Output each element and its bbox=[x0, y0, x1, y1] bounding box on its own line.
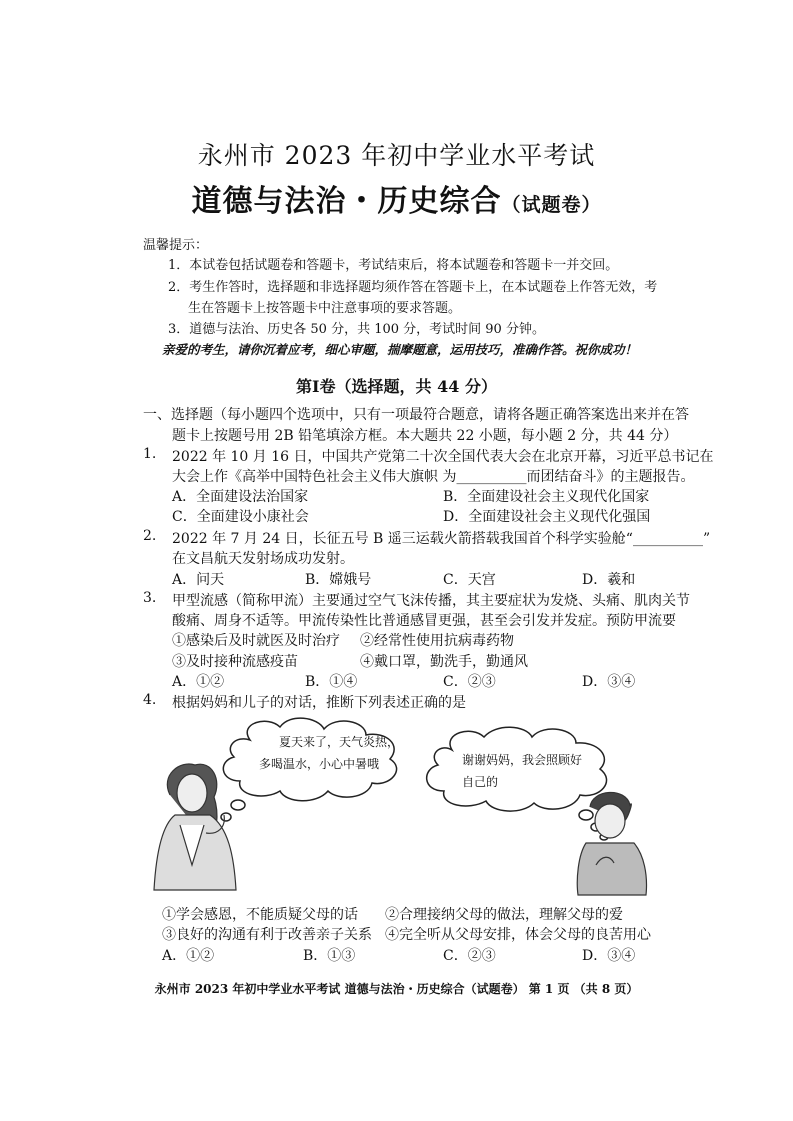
option-b: B．全面建设社会主义现代化国家 bbox=[443, 489, 650, 505]
question-number: 2. bbox=[143, 528, 157, 544]
mom-speech: 夏天来了，天气炎热， bbox=[279, 735, 400, 749]
option-d: D．③④ bbox=[582, 674, 636, 690]
mother-figure bbox=[154, 764, 236, 890]
option-c: C．天宫 bbox=[443, 572, 496, 588]
option-b: B．①④ bbox=[305, 674, 358, 690]
question-text: 2022 年 10 月 16 日，中国共产党第二十次全国代表大会在北京开幕，习近平总书记在 bbox=[172, 449, 714, 465]
question-number: 4. bbox=[143, 692, 157, 708]
option-a: A．①② bbox=[172, 674, 225, 690]
subject-subtitle: （试题卷） bbox=[501, 194, 602, 216]
question-text: 甲型流感（简称甲流）主要通过空气飞沫传播，其主要症状为发烧、头痛、肌肉关节 bbox=[172, 593, 690, 609]
section-instruction: 一、选择题（每小题四个选项中，只有一项最符合题意，请将各题正确答案选出来并在答 bbox=[143, 407, 689, 423]
option-d: D．全面建设社会主义现代化强国 bbox=[443, 509, 651, 525]
question-text: 大会上作《高举中国特色社会主义伟大旗帜 为__________而团结奋斗》的主题报告。 bbox=[172, 469, 695, 485]
dialogue-illustration bbox=[140, 715, 660, 905]
question-number: 3. bbox=[143, 590, 157, 606]
section-title: 第Ⅰ卷（选择题，共 44 分） bbox=[296, 377, 497, 396]
section-instruction: 题卡上按题号用 2B 铅笔填涂方框。本大题共 22 小题，每小题 2 分，共 44 分） bbox=[172, 428, 678, 444]
statement: ③良好的沟通有利于改善亲子关系 bbox=[162, 927, 372, 943]
question-text: 酸痛、周身不适等。甲流传染性比普通感冒更强，甚至会引发并发症。预防甲流要 bbox=[172, 613, 676, 629]
statement: ①感染后及时就医及时治疗 bbox=[172, 633, 340, 649]
mom-speech: 多喝温水，小心中暑哦 bbox=[259, 757, 380, 771]
option-b: B．①③ bbox=[303, 948, 356, 964]
option-a: A．问天 bbox=[172, 572, 225, 588]
son-speech: 谢谢妈妈，我会照顾好 bbox=[462, 753, 583, 767]
subject-title bbox=[0, 176, 793, 220]
son-speech: 自己的 bbox=[462, 775, 499, 789]
notice-item: 1．本试卷包括试题卷和答题卡，考试结束后，将本试题卷和答题卡一并交回。 bbox=[168, 258, 619, 273]
statement: ③及时接种流感疫苗 bbox=[172, 654, 298, 670]
option-c: C．②③ bbox=[443, 674, 496, 690]
statement: ①学会感恩，不能质疑父母的话 bbox=[162, 907, 358, 923]
statement: ②合理接纳父母的做法，理解父母的爱 bbox=[385, 907, 623, 923]
option-d: D．羲和 bbox=[582, 572, 636, 588]
option-c: C．全面建设小康社会 bbox=[172, 509, 309, 525]
question-text: 根据妈妈和儿子的对话，推断下列表述正确的是 bbox=[172, 695, 466, 711]
notice-title: 温馨提示： bbox=[143, 238, 209, 253]
statement: ②经常性使用抗病毒药物 bbox=[360, 633, 514, 649]
option-b: B．嫦娥号 bbox=[305, 572, 372, 588]
son-thought-bubble bbox=[427, 727, 608, 840]
question-text: 在文昌航天发射场成功发射。 bbox=[172, 551, 354, 567]
statement: ④戴口罩，勤洗手，勤通风 bbox=[360, 654, 528, 670]
page-footer: 永州市 2023 年初中学业水平考试 道德与法治・历史综合（试题卷） 第 1 页 （共 8 页） bbox=[154, 982, 639, 996]
question-text: 2022 年 7 月 24 日，长征五号 B 遥三运载火箭搭载我国首个科学实验舱“__________” bbox=[172, 531, 711, 547]
motto: 亲爱的考生，请你沉着应考，细心审题，揣摩题意，运用技巧，准确作答。祝你成功！ bbox=[162, 342, 638, 357]
son-figure bbox=[577, 792, 646, 895]
subject-name: 道德与法治・历史综合 bbox=[191, 184, 502, 219]
option-a: A．①② bbox=[162, 948, 215, 964]
notice-item: 生在答题卡上按答题卡中注意事项的要求答题。 bbox=[188, 301, 462, 316]
statement: ④完全听从父母安排，体会父母的良苦用心 bbox=[385, 927, 651, 943]
exam-title: 永州市 2023 年初中学业水平考试 bbox=[197, 141, 596, 170]
question-number: 1. bbox=[143, 446, 157, 462]
notice-item: 2．考生作答时，选择题和非选择题均须作答在答题卡上，在本试题卷上作答无效，考 bbox=[168, 280, 658, 295]
option-d: D．③④ bbox=[582, 948, 636, 964]
option-c: C．②③ bbox=[443, 948, 496, 964]
notice-item: 3．道德与法治、历史各 50 分，共 100 分，考试时间 90 分钟。 bbox=[168, 322, 545, 337]
option-a: A．全面建设法治国家 bbox=[172, 489, 309, 505]
